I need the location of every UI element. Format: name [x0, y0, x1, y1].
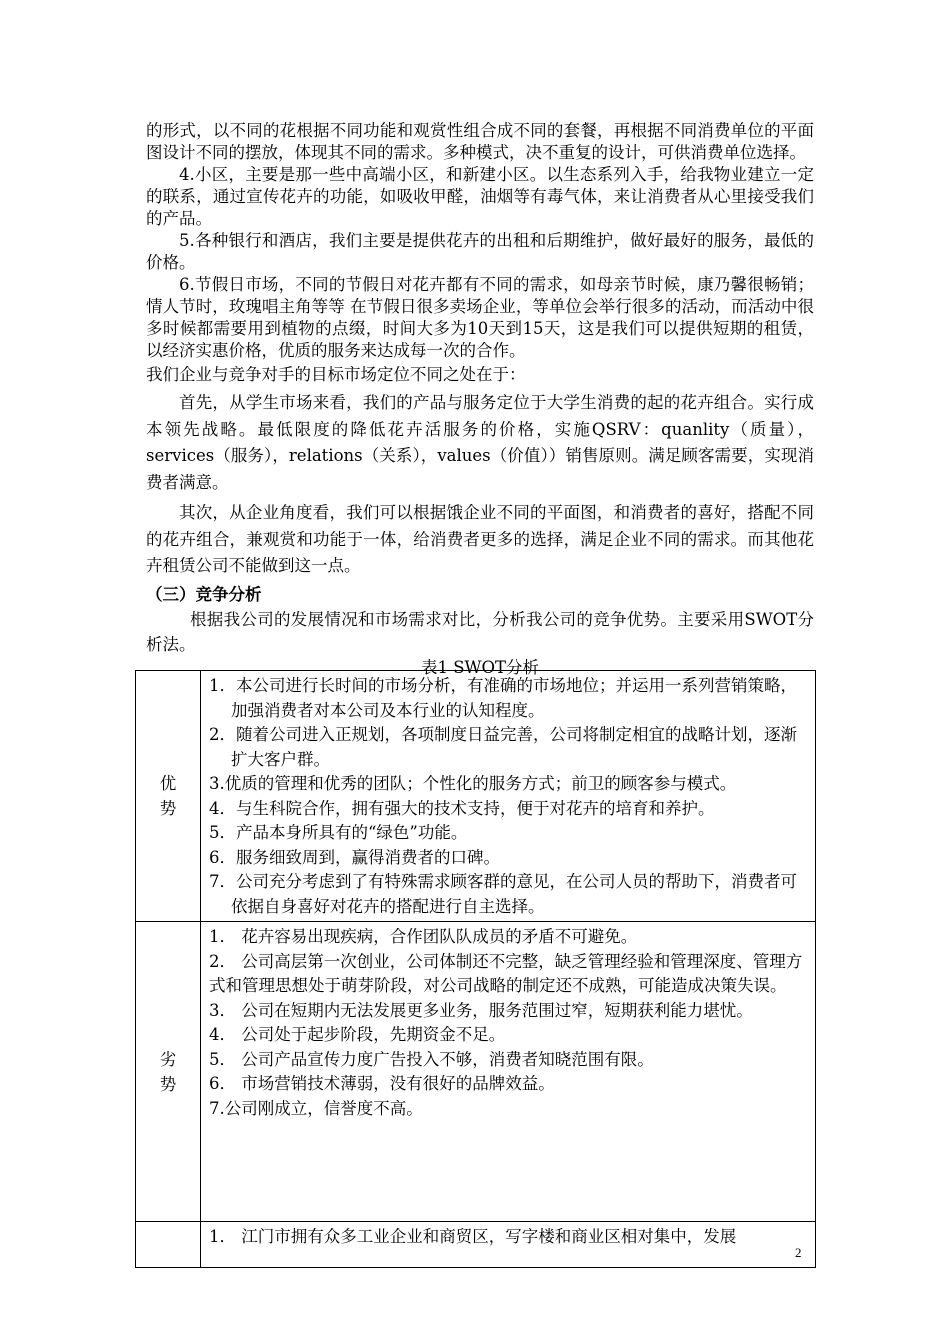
weakness-item: 6． 市场营销技术薄弱，没有很好的品牌效益。 [209, 1074, 555, 1093]
strength-item: 2．随着公司进入正规划，各项制度日益完善，公司将制定相宜的战略计划，逐渐扩大客户群。 [209, 725, 797, 769]
weakness-item: 4． 公司处于起步阶段，先期资金不足。 [209, 1025, 506, 1044]
weakness-item: 1． 花卉容易出现疾病，合作团队队成员的矛盾不可避免。 [209, 927, 638, 946]
strength-item: 3.优质的管理和优秀的团队；个性化的服务方式；前卫的顾客参与模式。 [209, 774, 737, 793]
swot-row-opportunities [136, 1222, 816, 1268]
weaknesses-content [201, 922, 816, 1222]
paragraph-holiday-market: 6.节假日市场，不同的节假日对花卉都有不同的需求，如母亲节时候，康乃馨很畅销；情人节时，玫瑰唱主角等等 在节假日很多卖场企业，等单位会举行很多的活动，而活动中很多时候都需要用到植物的点缀，时间大多为10天到15天，这是我们可以提供短期的租赁，以经济实惠价格，优质的服务来达成每一次的合作。 [146, 275, 814, 360]
swot-table [135, 670, 816, 1268]
strength-item: 5．产品本身所具有的“绿色”功能。 [209, 823, 468, 842]
strengths-label [136, 671, 201, 922]
paragraph-swot-intro: 根据我公司的发展情况和市场需求对比，分析我公司的竞争优势。主要采用SWOT分析法。 [146, 609, 814, 654]
opportunities-label [136, 1222, 201, 1268]
section-heading: （三）竞争分析 [146, 584, 262, 604]
strength-item: 4．与生科院合作，拥有强大的技术支持，便于对花卉的培育和养护。 [209, 798, 715, 818]
strengths-label-text: 优 势 [159, 774, 177, 818]
weaknesses-label-text: 劣 势 [159, 1049, 177, 1094]
strength-item: 7．公司充分考虑到了有特殊需求顾客群的意见，在公司人员的帮助下，消费者可依据自身喜好对花卉的搭配进行自主选择。 [209, 872, 797, 916]
table-caption: 表1 SWOT分析 [420, 657, 540, 677]
strength-item: 6．服务细致周到，赢得消费者的口碑。 [209, 847, 500, 867]
strength-item: 1．本公司进行长时间的市场分析，有准确的市场地位；并运用一系列营销策略，加强消费者对本公司及本行业的认知程度。 [209, 676, 797, 720]
paragraph-second: 其次，从企业角度看，我们可以根据饿企业不同的平面图，和消费者的喜好，搭配不同的花卉组合，兼观赏和功能于一体，给消费者更多的选择，满足企业不同的需求。而其他花卉租赁公司不能做到这一点。 [146, 503, 814, 575]
opportunities-content [201, 1222, 816, 1268]
page-number: 2 [795, 1245, 802, 1260]
paragraph-continuation: 的形式，以不同的花根据不同功能和观赏性组合成不同的套餐，再根据不同消费单位的平面图设计不同的摆放，体现其不同的需求。多种模式，决不重复的设计，可供消费单位选择。 [146, 121, 814, 162]
weaknesses-label [136, 922, 201, 1222]
swot-row-weaknesses [136, 922, 816, 1222]
paragraph-banks-hotels: 5.各种银行和酒店，我们主要是提供花卉的出租和后期维护，做好最好的服务，最低的价格。 [146, 231, 814, 272]
paragraph-residential: 4.小区，主要是那一些中高端小区，和新建小区。以生态系列入手，给我物业建立一定的联系，通过宣传花卉的功能，如吸收甲醛，油烟等有毒气体，来让消费者从心里接受我们的产品。 [146, 165, 814, 228]
paragraph-first: 首先，从学生市场来看，我们的产品与服务定位于大学生消费的起的花卉组合。实行成本领先战略。最低限度的降低花卉活服务的价格，实施QSRV：quanlity（质量），services（服务），relations（关系），values（价值））销售原则。满足顾客需要，实现消费者满意。 [146, 393, 814, 492]
weakness-item: 2． 公司高层第一次创业，公司体制还不完整，缺乏管理经验和管理深度、管理方式和管理思想处于萌芽阶段，对公司战略的制定还不成熟，可能造成决策失误。 [209, 951, 803, 995]
weakness-item: 5． 公司产品宣传力度广告投入不够，消费者知晓范围有限。 [209, 1049, 654, 1069]
weakness-item: 7.公司刚成立，信誉度不高。 [209, 1098, 423, 1118]
weakness-item: 3． 公司在短期内无法发展更多业务，服务范围过窄，短期获利能力堪忧。 [209, 1000, 753, 1020]
paragraph-positioning-intro: 我们企业与竞争对手的目标市场定位不同之处在于： [146, 365, 526, 384]
swot-row-strengths [136, 671, 816, 922]
strengths-content [201, 671, 816, 922]
opportunity-item: 1． 江门市拥有众多工业企业和商贸区，写字楼和商业区相对集中，发展 [209, 1227, 737, 1246]
body-text [146, 120, 814, 679]
